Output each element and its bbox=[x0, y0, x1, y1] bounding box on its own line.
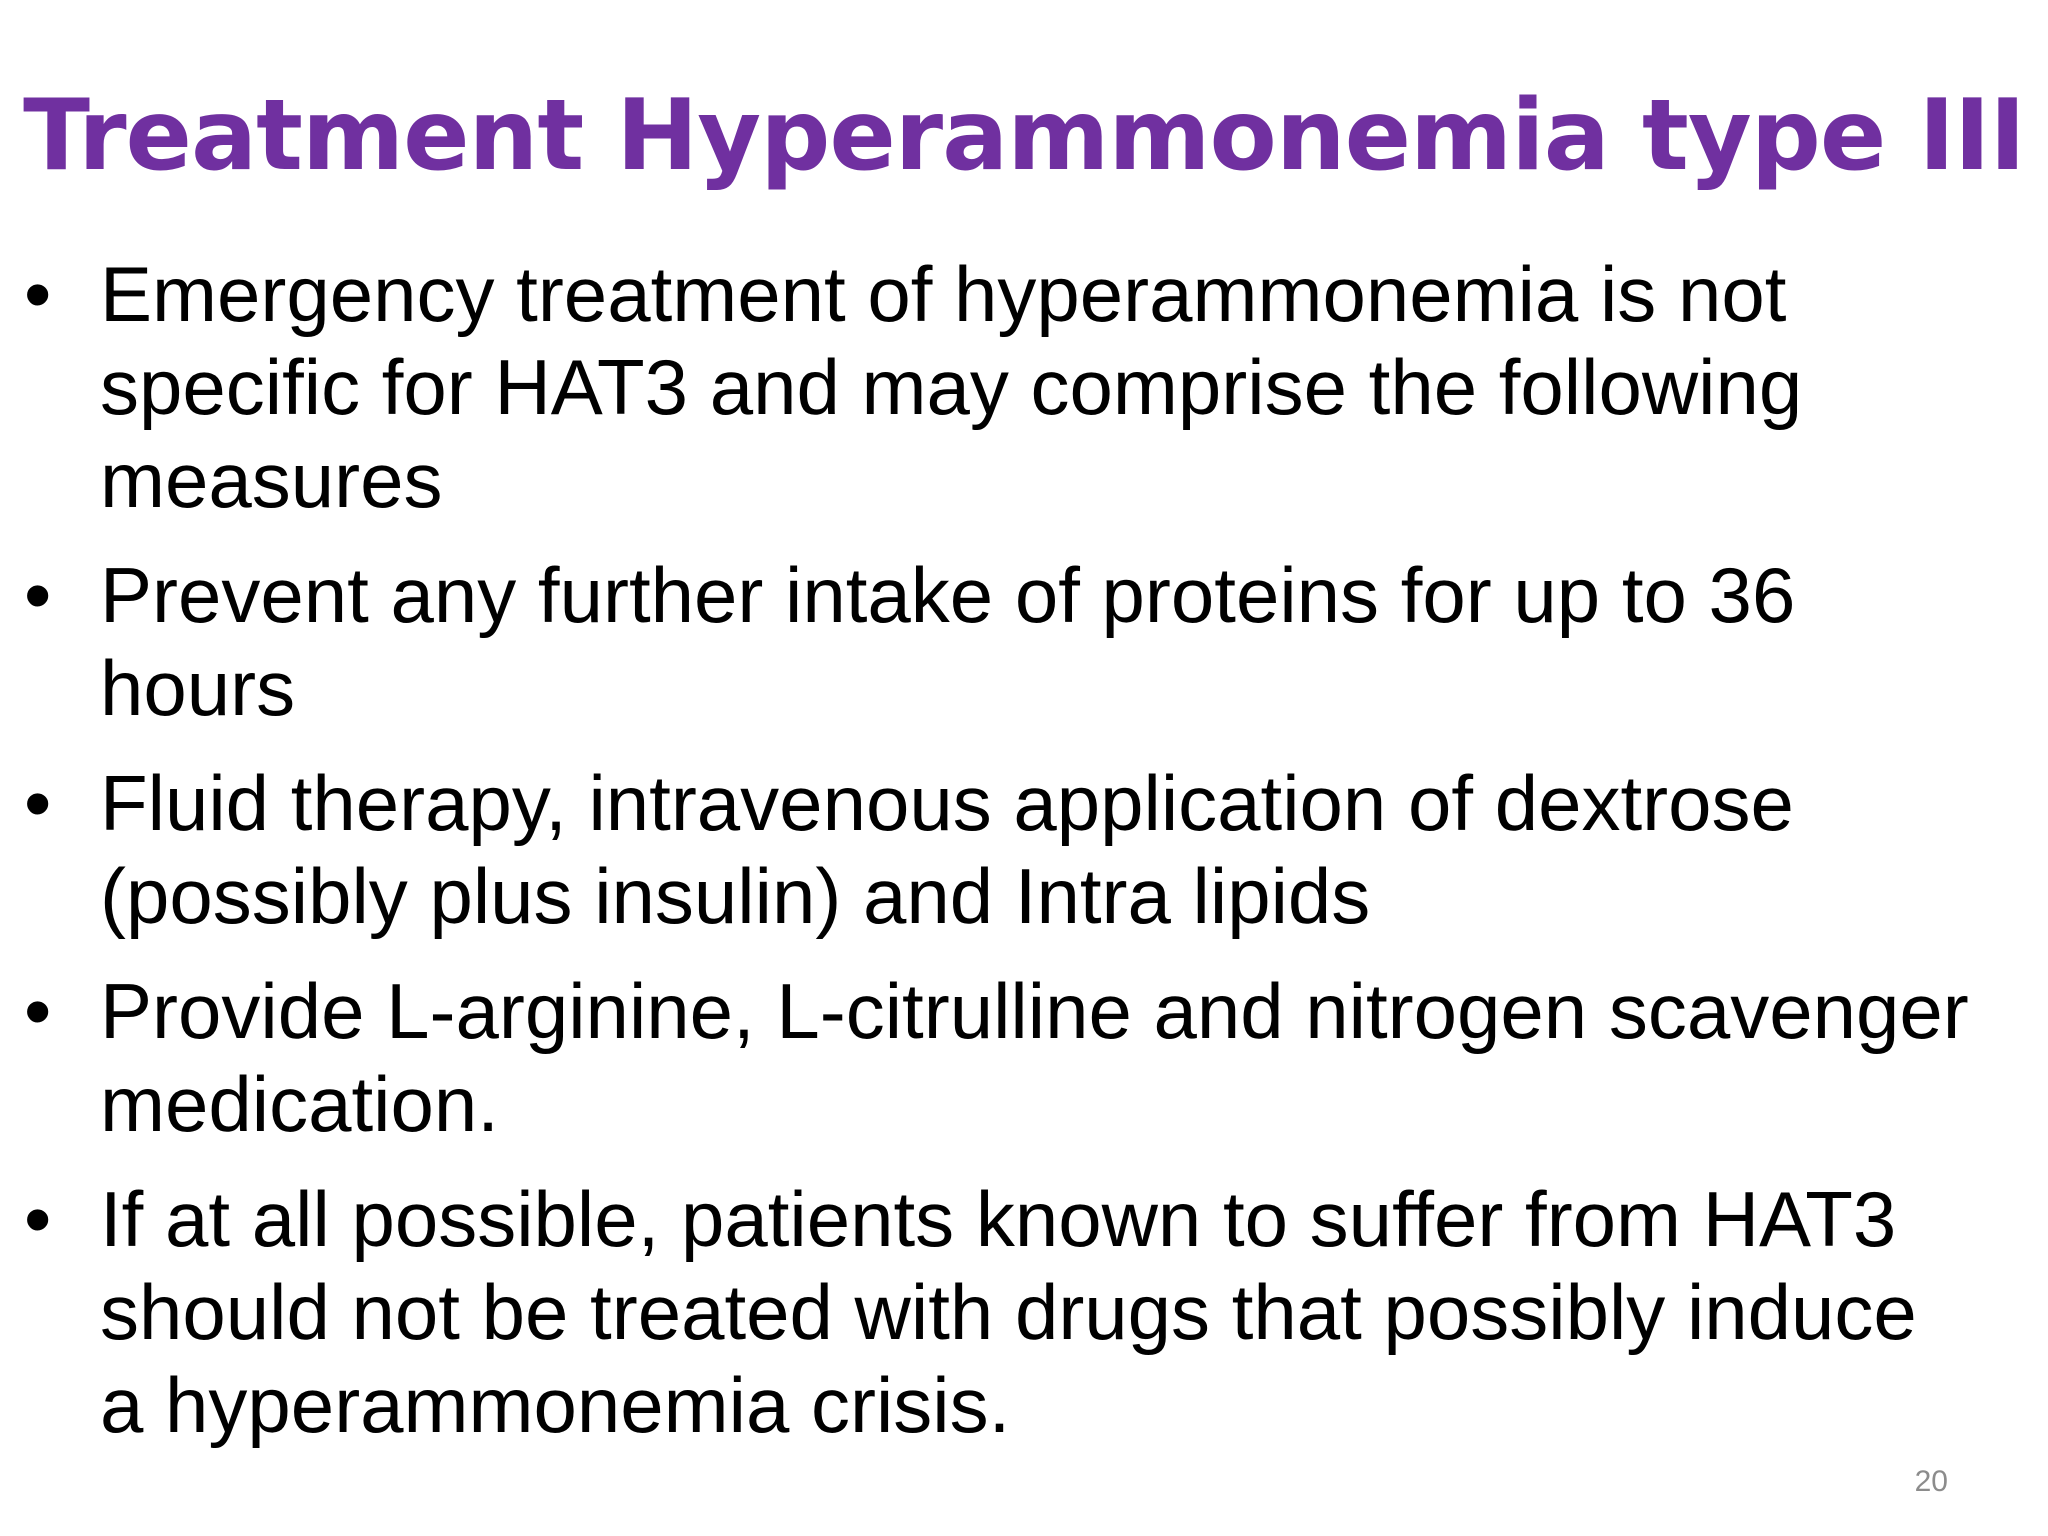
bullet-text-line: (possibly plus insulin) and Intra lipids bbox=[100, 852, 1371, 940]
bullet-text-line: specific for HAT3 and may comprise the following bbox=[100, 343, 1803, 431]
bullet-item bbox=[0, 248, 2048, 527]
bullet-item bbox=[0, 549, 2048, 735]
bullet-text-line: a hyperammonemia crisis. bbox=[100, 1361, 1011, 1449]
bullet-icon: • bbox=[24, 551, 52, 639]
bullet-text-line: hours bbox=[100, 644, 296, 732]
bullet-item bbox=[0, 757, 2048, 943]
bullet-list bbox=[0, 248, 2048, 1474]
bullet-text-line: medication. bbox=[100, 1060, 499, 1148]
bullet-icon: • bbox=[24, 967, 52, 1055]
bullet-icon: • bbox=[24, 250, 52, 338]
bullet-icon: • bbox=[24, 1175, 52, 1263]
bullet-text-line: Provide L-arginine, L-citrulline and nitrogen scavenger bbox=[100, 967, 1969, 1055]
bullet-text-line: Prevent any further intake of proteins for up to 36 bbox=[100, 551, 1796, 639]
slide-title: Treatment Hyperammonemia type III bbox=[23, 79, 2025, 193]
bullet-item bbox=[0, 1173, 2048, 1452]
bullet-text-line: Emergency treatment of hyperammonemia is not bbox=[100, 250, 1787, 338]
bullet-text-line: should not be treated with drugs that possibly induce bbox=[100, 1268, 1917, 1356]
page-number: 20 bbox=[1914, 1465, 1948, 1498]
bullet-text-line: measures bbox=[100, 436, 443, 524]
bullet-text-line: Fluid therapy, intravenous application of dextrose bbox=[100, 759, 1794, 847]
bullet-icon: • bbox=[24, 759, 52, 847]
bullet-item bbox=[0, 965, 2048, 1151]
bullet-text-line: If at all possible, patients known to suffer from HAT3 bbox=[100, 1175, 1897, 1263]
